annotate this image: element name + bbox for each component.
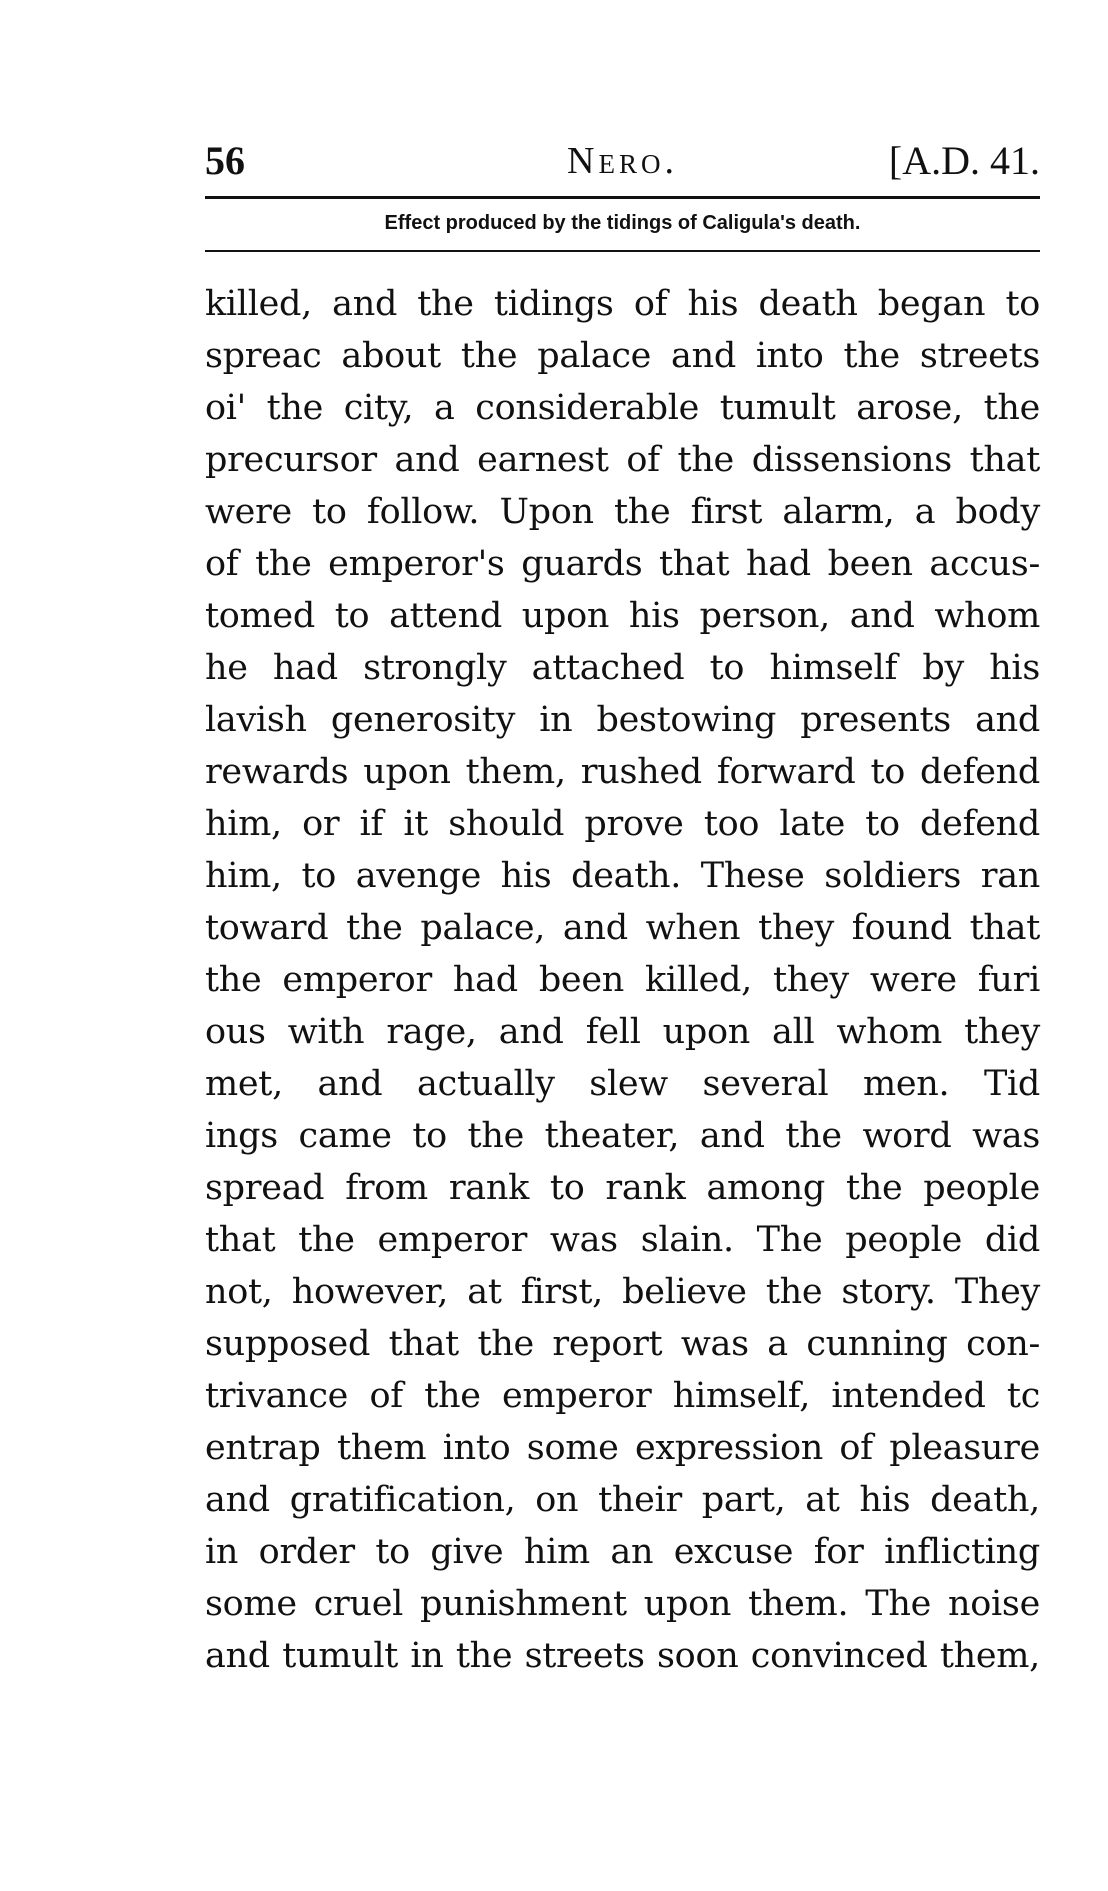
text-line: spreac about the palace and into the streets [205,336,1040,376]
text-line: of the emperor's guards that had been accus- [205,544,1040,584]
text-line: and tumult in the streets soon convinced them, [205,1636,1040,1676]
text-line: ous with rage, and fell upon all whom they [205,1012,1040,1052]
book-title: Nero. [567,140,678,182]
text-line: and gratification, on their part, at his death, [205,1480,1040,1520]
page-subheading: Effect produced by the tidings of Caligula's death. [384,212,861,234]
text-line: trivance of the emperor himself, intended tc [205,1376,1040,1416]
text-line: were to follow. Upon the first alarm, a body [205,492,1040,532]
text-line: rewards upon them, rushed forward to defend [205,752,1040,792]
body-text [205,278,1040,1682]
text-line: oi' the city, a considerable tumult arose, the [205,388,1040,428]
text-line: that the emperor was slain. The people did [205,1220,1040,1260]
running-head [205,136,1040,186]
text-line: spread from rank to rank among the people [205,1168,1040,1208]
text-line: him, to avenge his death. These soldiers ran [205,856,1040,896]
text-line: entrap them into some expression of pleasure [205,1428,1040,1468]
text-line: the emperor had been killed, they were furi [205,960,1040,1000]
text-line: him, or if it should prove too late to defend [205,804,1040,844]
text-line: lavish generosity in bestowing presents and [205,700,1040,740]
text-line: in order to give him an excuse for inflicting [205,1532,1040,1572]
text-line: toward the palace, and when they found that [205,908,1040,948]
text-line: precursor and earnest of the dissensions that [205,440,1040,480]
date-mark: [A.D. 41. [888,138,1040,183]
text-line: some cruel punishment upon them. The noise [205,1584,1040,1624]
page-number: 56 [205,138,245,183]
text-line: tomed to attend upon his person, and whom [205,596,1040,636]
header-rule-bottom [205,250,1040,252]
text-line: supposed that the report was a cunning con- [205,1324,1040,1364]
text-line: met, and actually slew several men. Tid [205,1064,1040,1104]
text-line: not, however, at first, believe the story. They [205,1272,1040,1312]
text-line: killed, and the tidings of his death began to [205,284,1040,324]
header-rule-top [205,196,1040,199]
text-line: ings came to the theater, and the word was [205,1116,1040,1156]
text-line: he had strongly attached to himself by his [205,648,1040,688]
